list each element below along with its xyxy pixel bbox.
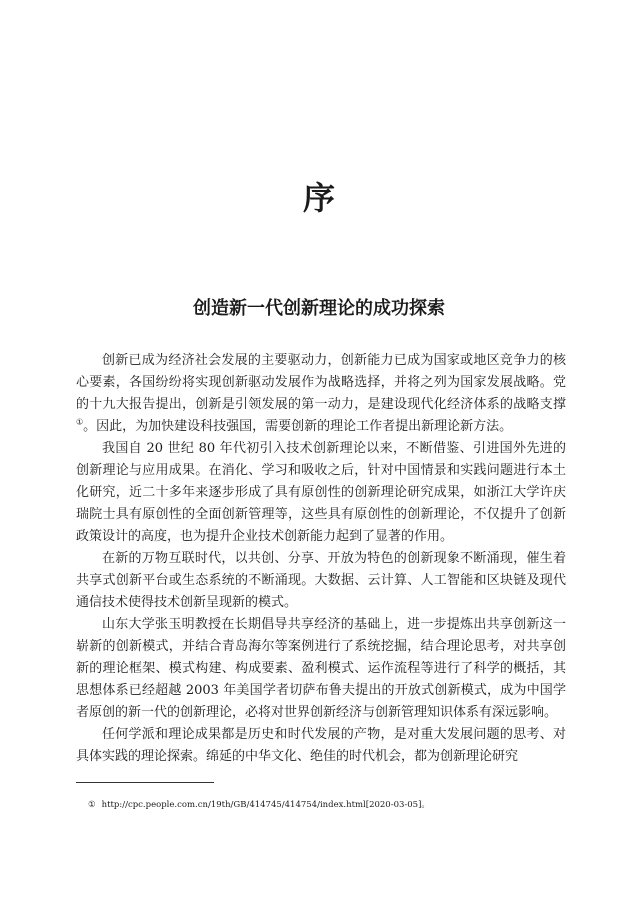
- paragraph-4: 山东大学张玉明教授在长期倡导共享经济的基础上，进一步提炼出共享创新这一崭新的创新模式，并结合青岛海尔等案例进行了系统挖掘，结合理论思考，对共享创新的理论框架、模式构建、构成要素、盈利模式、运作流程等进行了科学的概括，其思想体系已经超越 2003 年美国学者切萨布鲁夫提出的开放式创新模式，成为中国学者原创的新一代的创新理论，必将对世界创新经济与创新管理知识体系有深远影响。: [76, 617, 566, 720]
- paragraph-5: 任何学派和理论成果都是历史和时代发展的产物，是对重大发展问题的思考、对具体实践的理论探索。绵延的中华文化、绝佳的时代机会，都为创新理论研究: [76, 727, 566, 764]
- footnote-mark: ①: [88, 800, 96, 810]
- paragraph-1: [76, 350, 566, 438]
- paragraph-1-text-continued: 。因此，为加快建设科技强国，需要创新的理论工作者提出新理论新方法。: [83, 419, 513, 434]
- footnote-text: http://cpc.people.com.cn/19th/GB/414745/414754/index.html[2020-03-05]。: [101, 800, 430, 810]
- paragraph-3: 在新的万物互联时代，以共创、分享、开放为特色的创新现象不断涌现，催生着共享式创新平台或生态系统的不断涌现。大数据、云计算、人工智能和区块链及现代通信技术使得技术创新呈现新的模式。: [76, 551, 566, 610]
- body-text: [76, 350, 566, 768]
- paragraph-2: 我国自 20 世纪 80 年代初引入技术创新理论以来，不断借鉴、引进国外先进的创新理论与应用成果。在消化、学习和吸收之后，针对中国情景和实践问题进行本土化研究，近二十多年来逐步形成了具有原创性的创新理论研究成果，如浙江大学许庆瑞院士具有原创性的全面创新管理等，这些具有原创性的创新理论，不仅提升了创新政策设计的高度，也为提升企业技术创新能力起到了显著的作用。: [76, 441, 566, 544]
- chapter-title: 序: [302, 179, 335, 217]
- paragraph-1-text: 创新已成为经济社会发展的主要驱动力，创新能力已成为国家或地区竞争力的核心要素，各国纷纷将实现创新驱动发展作为战略选择，并将之列为国家发展战略。党的十九大报告提出，创新是引领发展的第一动力，是建设现代化经济体系的战略支撑: [76, 353, 566, 412]
- footnote-divider: [76, 782, 214, 783]
- footnote-reference: ①: [76, 417, 84, 427]
- footnote: [88, 798, 568, 812]
- section-title: 创造新一代创新理论的成功探索: [193, 298, 445, 319]
